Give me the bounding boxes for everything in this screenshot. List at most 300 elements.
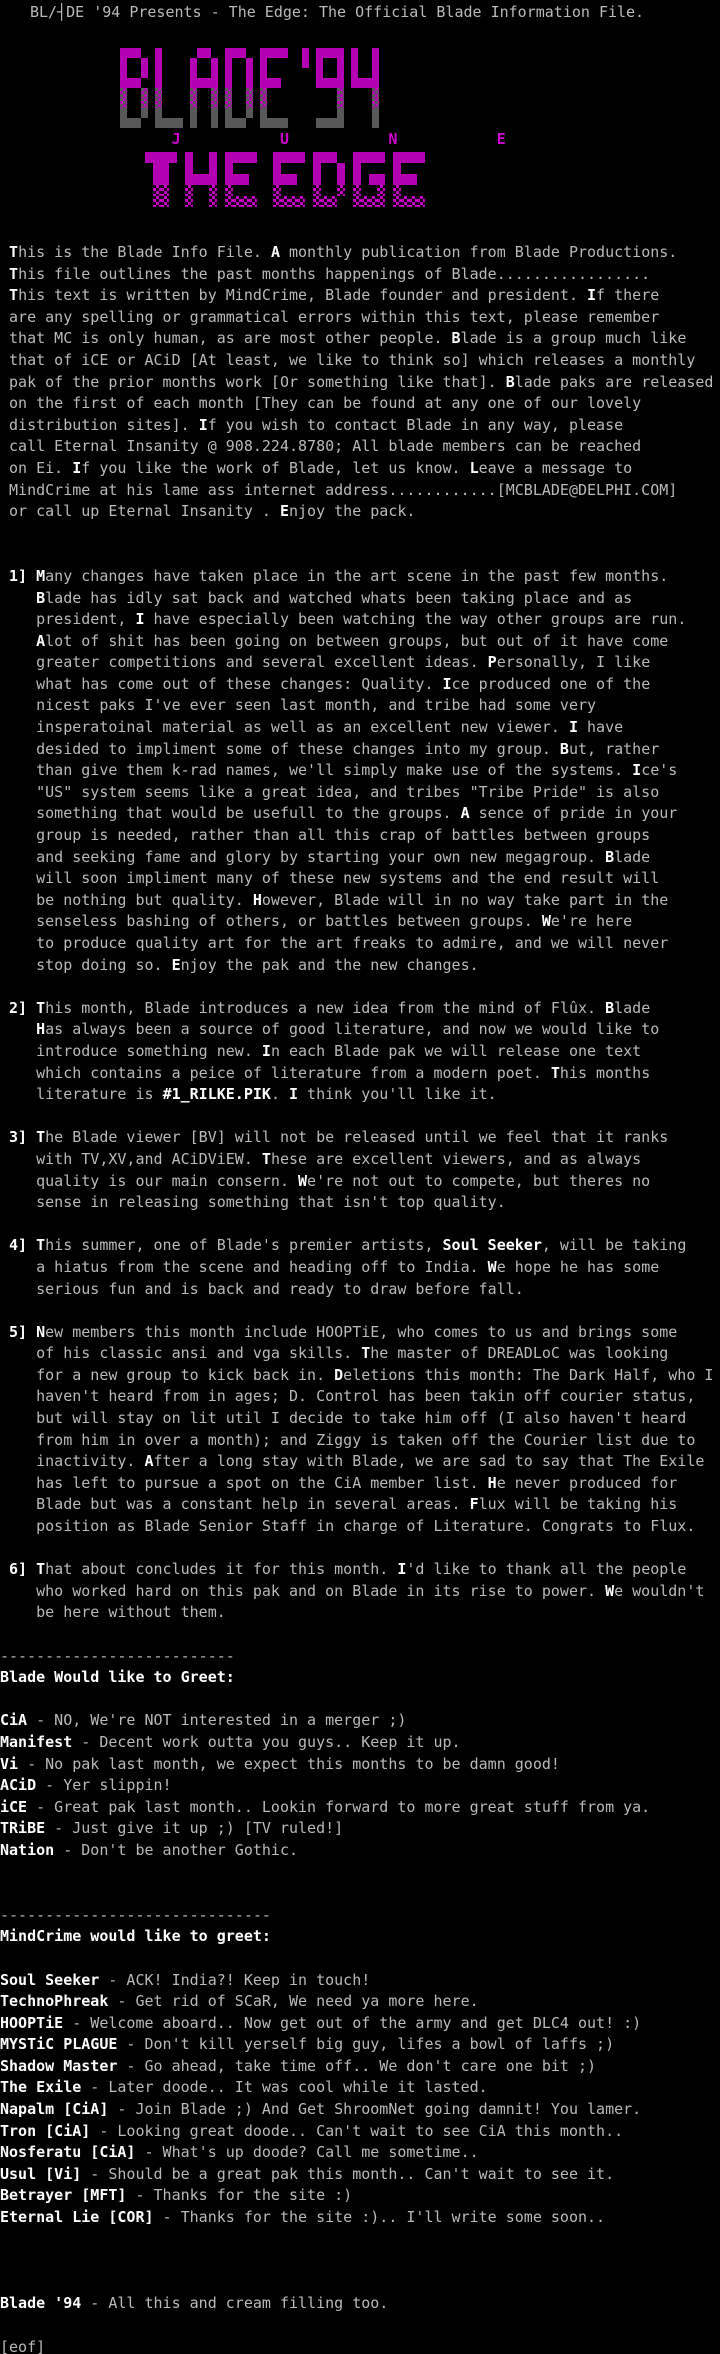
body-text — [0, 242, 720, 2354]
text-line: This is the Blade Info File. A monthly publication from Blade Productions. — [0, 243, 678, 261]
logo-cell — [351, 58, 358, 68]
logo-the-edge — [145, 152, 425, 207]
logo-cell — [127, 118, 134, 128]
logo-cell — [351, 78, 358, 88]
logo-cell — [161, 152, 169, 163]
logo-cell — [377, 196, 385, 207]
logo-cell — [353, 196, 361, 207]
logo-cell — [193, 174, 201, 185]
text-line: [eof] — [0, 2337, 46, 2354]
logo-cell — [302, 58, 309, 68]
logo-cell — [260, 58, 267, 68]
logo-cell — [233, 196, 241, 207]
text-line: will soon impliment many of these new systems and the end result will — [0, 869, 660, 888]
text-line: and seeking fame and glory by starting your own new megagroup. Blade — [0, 847, 651, 866]
logo-cell — [274, 118, 281, 128]
logo-cell — [372, 78, 379, 88]
logo-cell — [316, 118, 323, 128]
logo-cell — [197, 48, 204, 58]
text-line: distribution sites]. If you wish to contact Blade in any way, please — [0, 415, 624, 434]
logo-cell — [273, 185, 281, 196]
text-line: TRiBE - Just give it up ;) [TV ruled!] — [0, 1819, 344, 1838]
logo-cell — [316, 78, 323, 88]
logo-cell — [337, 118, 344, 128]
logo-cell — [372, 108, 379, 118]
text-line: Blade '94 - All this and cream filling too. — [0, 2294, 389, 2313]
logo-cell — [321, 152, 329, 163]
logo-cell — [313, 185, 321, 196]
logo-cell — [233, 174, 241, 185]
logo-cell — [225, 88, 232, 98]
logo-cell — [141, 98, 148, 108]
text-line — [0, 2250, 720, 2272]
logo-cell — [260, 98, 267, 108]
text-line — [0, 1948, 720, 1970]
logo-cell — [241, 174, 249, 185]
logo-cell — [372, 58, 379, 68]
logo-cell — [225, 58, 232, 68]
text-line: This text is written by MindCrime, Blade founder and president. If there — [0, 286, 660, 305]
logo-cell — [161, 174, 169, 185]
logo-cell — [233, 152, 241, 163]
text-line: of his classic ansi and vga skills. The master of DREADLoC was looking — [0, 1344, 669, 1363]
logo-cell — [246, 88, 253, 98]
logo-cell — [372, 118, 379, 128]
logo-cell — [201, 174, 209, 185]
text-line — [0, 1538, 720, 1560]
logo-cell — [260, 48, 267, 58]
text-line: serious fun and is back and ready to draw before fall. — [0, 1279, 524, 1298]
logo-cell — [401, 152, 409, 163]
logo-cell — [337, 185, 345, 196]
logo-cell — [316, 68, 323, 78]
logo-cell — [185, 152, 193, 163]
logo-cell — [155, 68, 162, 78]
text-line: 2] This month, Blade introduces a new idea from the mind of Flûx. Blade — [0, 998, 651, 1017]
logo-cell — [337, 78, 344, 88]
logo-cell — [337, 48, 344, 58]
text-line: Has always been a source of good literature, and now we would like to — [36, 1020, 660, 1039]
logo-cell — [225, 98, 232, 108]
logo-cell — [417, 152, 425, 163]
logo-cell — [372, 48, 379, 58]
logo-cell — [329, 196, 337, 207]
logo-cell — [141, 68, 148, 78]
logo-cell — [329, 152, 337, 163]
logo-cell — [372, 98, 379, 108]
text-line: but will stay on lit util I decide to take him off (I also haven't heard — [0, 1409, 687, 1428]
logo-cell — [169, 152, 177, 163]
logo-cell — [155, 48, 162, 58]
logo-cell — [353, 174, 361, 185]
logo-cell — [232, 48, 239, 58]
logo-cell — [377, 152, 385, 163]
text-line — [0, 1689, 720, 1711]
logo-cell — [313, 196, 321, 207]
logo-cell — [185, 174, 193, 185]
text-line: Blade but was a constant help in several areas. Flux will be taking his — [0, 1495, 678, 1514]
logo-cell — [209, 152, 217, 163]
logo-cell — [211, 108, 218, 118]
text-line: desided to impliment some of these changes into my group. But, rather — [0, 739, 660, 758]
text-line: greater competitions and several excellent ideas. Personally, I like — [0, 653, 651, 672]
logo-cell — [289, 196, 297, 207]
logo-cell — [273, 196, 281, 207]
logo-cell — [313, 152, 321, 163]
logo-cell — [190, 78, 197, 88]
logo-cell — [289, 174, 297, 185]
logo-cell — [273, 152, 281, 163]
logo-cell — [281, 118, 288, 128]
logo-cell — [337, 163, 345, 174]
logo-cell — [155, 78, 162, 88]
text-line — [0, 976, 720, 998]
logo-cell — [204, 48, 211, 58]
text-line: CiA - NO, We're NOT interested in a merger ;) — [0, 1711, 407, 1730]
text-line: ------------------------------ — [0, 1905, 271, 1924]
logo-cell — [225, 185, 233, 196]
logo-cell — [225, 196, 233, 207]
logo-cell — [273, 163, 281, 174]
header-presents-line: BL/┤DE '94 Presents - The Edge: The Official Blade Information File. — [30, 3, 645, 21]
text-line: introduce something new. In each Blade pak we will release one text — [0, 1041, 642, 1060]
logo-cell — [209, 196, 217, 207]
text-line: that MC is only human, as are most other people. Blade is a group much like — [0, 329, 687, 348]
logo-cell — [176, 118, 183, 128]
text-line — [0, 2229, 720, 2251]
logo-cell — [211, 58, 218, 68]
text-line: Betrayer [MFT] - Thanks for the site :) — [0, 2186, 353, 2205]
logo-cell — [120, 78, 127, 88]
text-line: sense in releasing something that isn't top quality. — [0, 1193, 506, 1212]
text-line: Eternal Lie [COR] - Thanks for the site :).. I'll write some soon.. — [0, 2208, 606, 2227]
text-line: with TV,XV,and ACiDViEW. These are excellent viewers, and as always — [0, 1149, 642, 1168]
logo-cell — [281, 196, 289, 207]
logo-cell — [369, 174, 377, 185]
logo-cell — [209, 163, 217, 174]
logo-cell — [249, 196, 257, 207]
logo-cell — [120, 88, 127, 98]
text-line — [0, 1862, 720, 1884]
logo-cell — [161, 185, 169, 196]
text-line: HOOPTiE - Welcome aboard.. Now get out of the army and get DLC4 out! :) — [0, 2013, 642, 2032]
logo-cell — [313, 163, 321, 174]
text-line: than give them k-rad names, we'll simply make use of the systems. Ice's — [0, 761, 678, 780]
text-line: The Exile - Later doode.. It was cool while it lasted. — [0, 2078, 488, 2097]
text-line: Shadow Master - Go ahead, take time off.. We don't care one bit ;) — [0, 2056, 597, 2075]
logo-cell — [358, 78, 365, 88]
logo-cell — [225, 78, 232, 88]
logo-cell — [141, 58, 148, 68]
logo-cell — [225, 163, 233, 174]
logo-cell — [241, 152, 249, 163]
text-line: Nation - Don't be another Gothic. — [0, 1840, 299, 1859]
logo-cell — [155, 88, 162, 98]
text-line: stop doing so. Enjoy the pak and the new changes. — [0, 955, 479, 974]
text-line: iCE - Great pak last month.. Lookin forward to more great stuff from ya. — [0, 1797, 651, 1816]
text-line — [0, 1300, 720, 1322]
text-line — [0, 2315, 720, 2337]
logo-cell — [190, 108, 197, 118]
logo-cell — [155, 98, 162, 108]
text-line: 4] This summer, one of Blade's premier artists, Soul Seeker, will be taking — [0, 1236, 687, 1255]
text-line: TechnoPhreak - Get rid of SCaR, We need ya more here. — [0, 1992, 479, 2011]
logo-cell — [155, 58, 162, 68]
logo-cell — [246, 108, 253, 118]
logo-cell — [316, 58, 323, 68]
logo-cell — [393, 152, 401, 163]
logo-cell — [267, 78, 274, 88]
text-line: on Ei. If you like the work of Blade, let us know. Leave a message to — [0, 458, 633, 477]
logo-cell — [155, 108, 162, 118]
text-line: a hiatus from the scene and heading off to India. We hope he has some — [0, 1257, 660, 1276]
logo-cell — [239, 48, 246, 58]
logo-cell — [211, 78, 218, 88]
logo-cell — [134, 118, 141, 128]
logo-cell — [127, 48, 134, 58]
logo-cell — [409, 152, 417, 163]
text-line: Tron [CiA] - Looking great doode.. Can't wait to see CiA this month.. — [0, 2121, 624, 2140]
logo-cell — [197, 78, 204, 88]
text-line: 1] Many changes have taken place in the art scene in the past few months. — [0, 566, 669, 585]
logo-cell — [323, 48, 330, 58]
logo-cell — [155, 118, 162, 128]
text-line: ACiD - Yer slippin! — [0, 1776, 172, 1795]
text-line: are any spelling or grammatical errors within this text, please remember — [0, 307, 660, 326]
logo-cell — [377, 174, 385, 185]
logo-cell — [134, 78, 141, 88]
logo-cell — [120, 118, 127, 128]
logo-cell — [225, 48, 232, 58]
text-line: pak of the prior months work [Or something like that]. Blade paks are released — [0, 372, 714, 391]
logo-cell — [337, 68, 344, 78]
logo-cell — [351, 68, 358, 78]
text-line: insperatoinal material as well as an excellent new viewer. I have — [0, 718, 624, 737]
logo-cell — [260, 68, 267, 78]
text-line: This file outlines the past months happenings of Blade................. — [0, 264, 651, 283]
logo-cell — [260, 108, 267, 118]
text-line: Nosferatu [CiA] - What's up doode? Call me sometime.. — [0, 2143, 479, 2162]
logo-cell — [209, 174, 217, 185]
logo-cell — [185, 185, 193, 196]
logo-cell — [120, 98, 127, 108]
logo-cell — [302, 48, 309, 58]
text-line — [0, 1883, 720, 1905]
text-line: president, I have especially been watching the way other groups are run. — [0, 610, 687, 629]
text-line: senseless bashing of others, or battles between groups. We're here — [0, 912, 633, 931]
text-line: or call up Eternal Insanity . Enjoy the pack. — [0, 502, 416, 521]
logo-cell — [246, 78, 253, 88]
logo-cell — [120, 58, 127, 68]
logo-cell — [297, 196, 305, 207]
text-line: MYSTiC PLAGUE - Don't kill yerself big guy, lifes a bowl of laffs ;) — [0, 2035, 615, 2054]
text-line: inactivity. After a long stay with Blade, we are sad to say that The Exile — [0, 1452, 705, 1471]
logo-cell — [120, 48, 127, 58]
text-line: who worked hard on this pak and on Blade in its rise to power. We wouldn't — [0, 1581, 705, 1600]
logo-cell — [337, 98, 344, 108]
logo-cell — [169, 118, 176, 128]
logo-cell — [353, 152, 361, 163]
text-line — [0, 1214, 720, 1236]
logo-cell — [372, 88, 379, 98]
text-line: 3] The Blade viewer [BV] will not be released until we feel that it ranks — [0, 1128, 669, 1147]
text-line: nicest paks I've ever seen last month, and tribe had some very — [0, 696, 597, 715]
logo-cell — [153, 185, 161, 196]
logo-cell — [185, 196, 193, 207]
logo-cell — [120, 68, 127, 78]
logo-cell — [330, 118, 337, 128]
logo-cell — [323, 118, 330, 128]
logo-cell — [401, 174, 409, 185]
logo-cell — [134, 48, 141, 58]
logo-cell — [321, 196, 329, 207]
logo-blade-94 — [120, 48, 380, 128]
logo-cell — [323, 78, 330, 88]
logo-cell — [190, 58, 197, 68]
text-line: be nothing but quality. However, Blade will in no way take part in the — [0, 890, 669, 909]
text-line: on the first of each month [They can be found at any one of our lovely — [0, 394, 642, 413]
logo-cell — [369, 196, 377, 207]
text-line: group is needed, rather than all this crap of battles between groups — [0, 826, 651, 845]
logo-cell — [161, 196, 169, 207]
text-line: Manifest - Decent work outta you guys.. Keep it up. — [0, 1732, 461, 1751]
logo-cell — [190, 98, 197, 108]
logo-cell — [232, 118, 239, 128]
logo-cell — [409, 174, 417, 185]
logo-cell — [246, 68, 253, 78]
logo-cell — [353, 185, 361, 196]
logo-cell — [241, 196, 249, 207]
text-line: has left to pursue a spot on the CiA member list. He never produced for — [0, 1473, 678, 1492]
logo-cell — [281, 48, 288, 58]
text-line — [0, 1624, 720, 1646]
text-line: Vi - No pak last month, we expect this months to be damn good! — [0, 1754, 560, 1773]
logo-cell — [316, 48, 323, 58]
text-line — [0, 1106, 720, 1128]
logo-cell — [289, 152, 297, 163]
logo-cell — [190, 118, 197, 128]
logo-cell — [120, 108, 127, 118]
text-line: from him in over a month); and Ziggy is taken off the Courier list due to — [0, 1430, 696, 1449]
logo-cell — [337, 88, 344, 98]
text-line — [0, 544, 720, 566]
text-line: what has come out of these changes: Quality. Ice produced one of the — [0, 674, 651, 693]
text-line: 5] New members this month include HOOPTiE, who comes to us and brings some — [0, 1322, 678, 1341]
logo-cell — [393, 163, 401, 174]
logo-cell — [281, 152, 289, 163]
logo-cell — [337, 58, 344, 68]
logo-cell — [190, 88, 197, 98]
text-line: that of iCE or ACiD [At least, we like to think so] which releases a monthly — [0, 350, 696, 369]
text-line: something that would be usefull to the groups. A sence of pride in your — [0, 804, 678, 823]
logo-cell — [274, 48, 281, 58]
logo-cell — [330, 78, 337, 88]
logo-cell — [281, 174, 289, 185]
logo-cell — [369, 152, 377, 163]
text-line: Alot of shit has been going on between groups, but out of it have come — [36, 631, 669, 650]
text-line: Soul Seeker - ACK! India?! Keep in touch! — [0, 1970, 371, 1989]
logo-cell — [353, 163, 361, 174]
text-line: Blade has idly sat back and watched whats been taking place and as — [36, 588, 633, 607]
logo-cell — [351, 48, 358, 58]
logo-cell — [161, 163, 169, 174]
text-line — [0, 523, 720, 545]
logo-cell — [190, 68, 197, 78]
logo-cell — [204, 78, 211, 88]
logo-cell — [365, 78, 372, 88]
text-line: for a new group to kick back in. Deletions this month: The Dark Half, who I — [0, 1365, 714, 1384]
logo-cell — [267, 48, 274, 58]
logo-cell — [401, 196, 409, 207]
logo-cell — [417, 196, 425, 207]
logo-cell — [153, 174, 161, 185]
logo-cell — [211, 118, 218, 128]
logo-cell — [274, 78, 281, 88]
text-line: 6] That about concludes it for this month. I'd like to thank all the people — [0, 1560, 687, 1579]
logo-cell — [162, 118, 169, 128]
text-line: quality is our main consern. We're not out to compete, but theres no — [0, 1171, 651, 1190]
logo-cell — [249, 152, 257, 163]
logo-cell — [145, 152, 153, 163]
text-line: "US" system seems like a great idea, and tribes "Tribe Pride" is also — [0, 782, 660, 801]
logo-cell — [225, 152, 233, 163]
logo-cell — [209, 185, 217, 196]
june-subtitle: J U N E — [0, 130, 506, 148]
logo-cell — [141, 88, 148, 98]
logo-cell — [273, 174, 281, 185]
logo-cell — [337, 174, 345, 185]
logo-cell — [153, 196, 161, 207]
text-line: which contains a peice of literature from a modern poet. This months — [0, 1063, 651, 1082]
text-line: call Eternal Insanity @ 908.224.8780; All blade members can be reached — [0, 437, 642, 456]
logo-cell — [211, 98, 218, 108]
text-line: haven't heard from in ages; D. Control has been takin off courier status, — [0, 1387, 696, 1406]
logo-cell — [393, 174, 401, 185]
text-line: Blade Would like to Greet: — [0, 1668, 235, 1687]
text-line: to produce quality art for the art freaks to admire, and we will never — [0, 934, 669, 952]
logo-cell — [225, 108, 232, 118]
logo-cell — [185, 163, 193, 174]
logo-cell — [260, 88, 267, 98]
logo-cell — [225, 174, 233, 185]
logo-cell — [377, 185, 385, 196]
logo-cell — [313, 174, 321, 185]
logo-cell — [337, 108, 344, 118]
text-line: literature is #1_RILKE.PIK. I think you'll like it. — [0, 1085, 497, 1104]
text-line: be here without them. — [0, 1603, 226, 1622]
logo-cell — [267, 118, 274, 128]
logo-cell — [225, 68, 232, 78]
logo-cell — [393, 185, 401, 196]
logo-cell — [393, 196, 401, 207]
logo-cell — [141, 108, 148, 118]
text-line: -------------------------- — [0, 1646, 235, 1665]
text-line: Usul [Vi] - Should be a great pak this month.. Can't wait to see it. — [0, 2164, 615, 2183]
logo-cell — [153, 152, 161, 163]
logo-cell — [225, 118, 232, 128]
text-line: position as Blade Senior Staff in charge of Literature. Congrats to Flux. — [0, 1517, 696, 1536]
text-line — [0, 2272, 720, 2294]
logo-cell — [127, 78, 134, 88]
logo-cell — [330, 48, 337, 58]
logo-cell — [361, 152, 369, 163]
logo-cell — [260, 118, 267, 128]
text-line: MindCrime would like to greet: — [0, 1927, 271, 1946]
text-line: MindCrime at his lame ass internet address............[MCBLADE@DELPHI.COM] — [0, 480, 678, 499]
logo-cell — [153, 163, 161, 174]
logo-cell — [260, 78, 267, 88]
logo-cell — [297, 152, 305, 163]
